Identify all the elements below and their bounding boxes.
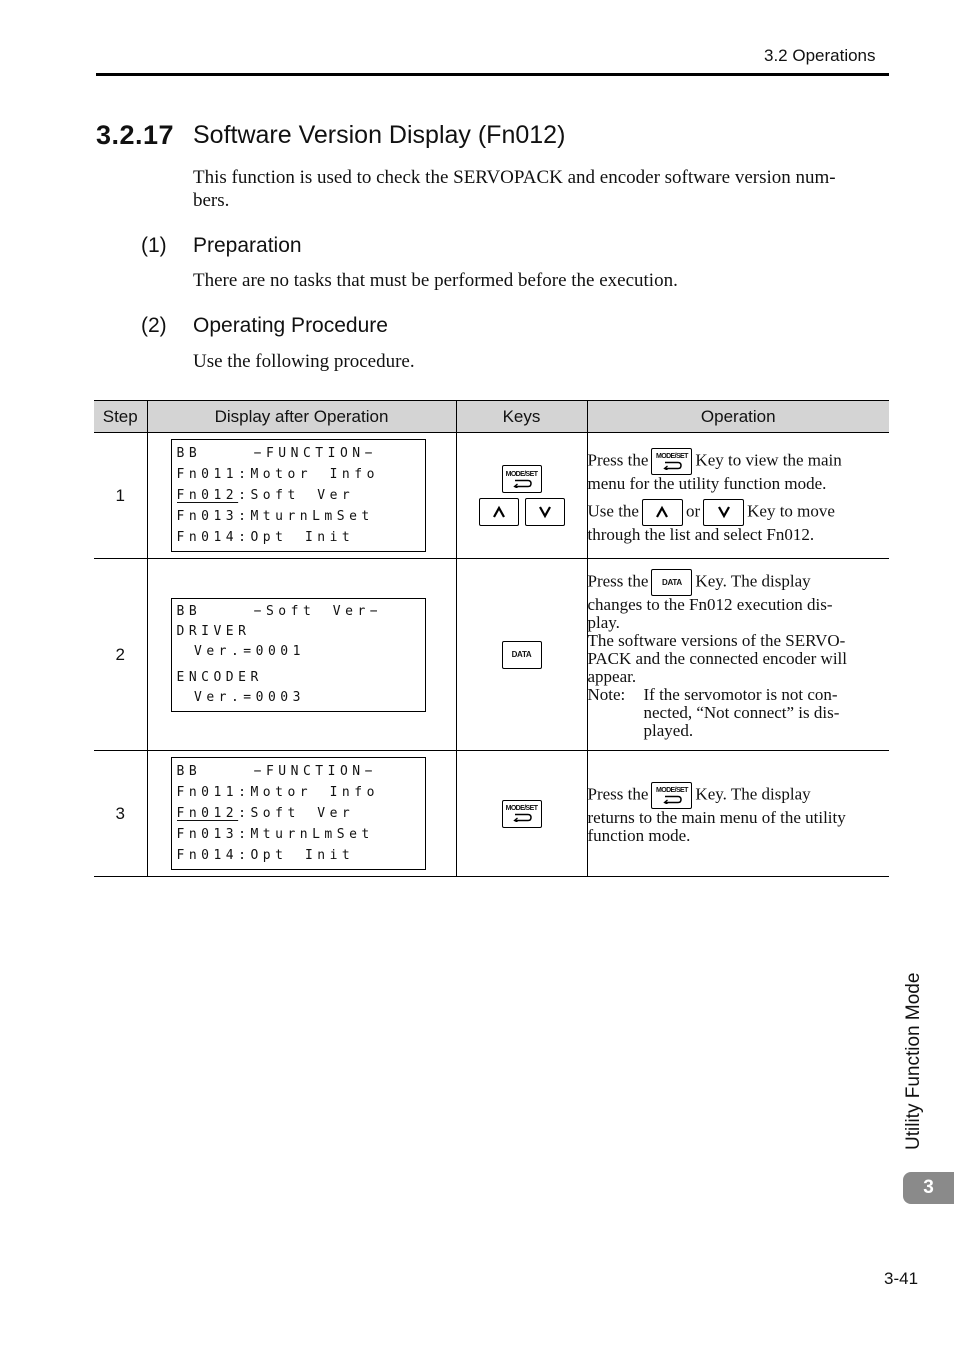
subsection-number: (2) <box>141 314 167 337</box>
keys-cell <box>456 751 587 877</box>
op-text: Key to view the main <box>695 449 842 469</box>
step-number: 1 <box>94 433 147 559</box>
subsection-title: Operating Procedure <box>193 314 388 337</box>
display-cell <box>147 559 456 751</box>
up-arrow-key-icon <box>479 498 519 526</box>
op-text: PACK and the connected encoder will <box>587 649 847 668</box>
lcd-line: DRIVER <box>176 623 251 639</box>
lcd-line: Fn014:Opt Init <box>176 530 355 545</box>
lcd-selected-item: Fn012 <box>176 488 239 503</box>
intro-paragraph <box>193 166 889 212</box>
lcd-line: BB −Soft Ver− <box>176 603 383 619</box>
key-label: MODE/SET <box>505 470 538 478</box>
column-header: Operation <box>587 401 889 433</box>
mode-set-key-icon <box>502 465 542 493</box>
note <box>588 686 890 740</box>
mode-set-key-icon <box>651 782 692 809</box>
step-number: 3 <box>94 751 147 877</box>
lcd-line: Fn013:MturnLmSet <box>176 509 374 524</box>
note-text: played. <box>643 721 694 740</box>
section-title: Software Version Display (Fn012) <box>193 121 566 149</box>
up-arrow-icon <box>654 505 670 519</box>
table-row <box>94 559 889 751</box>
op-text: changes to the Fn012 execution dis- <box>587 595 833 614</box>
chapter-tab: 3 <box>903 1172 954 1204</box>
op-text: function mode. <box>587 826 691 845</box>
down-arrow-icon <box>716 505 732 519</box>
return-arrow-icon <box>661 795 683 804</box>
op-text: returns to the main menu of the utility <box>587 808 846 827</box>
up-arrow-key-icon <box>642 499 683 526</box>
op-text: Key. The display <box>695 784 811 804</box>
data-key-icon <box>502 641 542 669</box>
lcd-display <box>171 439 426 552</box>
column-header: Keys <box>456 401 587 433</box>
operation-cell <box>587 433 889 559</box>
key-label: DATA <box>662 577 682 587</box>
table-row <box>94 751 889 877</box>
display-cell <box>147 751 456 877</box>
header-rule <box>96 73 889 76</box>
procedure-text: Use the following procedure. <box>193 351 415 372</box>
op-text: appear. <box>587 667 637 686</box>
return-arrow-icon <box>511 479 533 488</box>
op-text: play. <box>587 613 620 632</box>
lcd-item-text: :Soft Ver <box>238 488 355 503</box>
lcd-line <box>177 485 425 506</box>
op-text: Key. The display <box>695 571 811 591</box>
mode-set-key-icon <box>502 800 542 828</box>
data-key-icon <box>651 569 692 596</box>
down-arrow-key-icon <box>703 499 744 526</box>
subsection-number: (1) <box>141 234 167 257</box>
lcd-line: BB −FUNCTION− <box>176 764 377 779</box>
column-header: Display after Operation <box>147 401 456 433</box>
step-number: 2 <box>94 559 147 751</box>
op-text: menu for the utility function mode. <box>587 473 827 493</box>
key-label: MODE/SET <box>505 805 538 812</box>
subsection-title: Preparation <box>193 234 302 257</box>
op-text: The software versions of the SERVO- <box>587 631 846 650</box>
running-header: 3.2 Operations <box>764 46 876 65</box>
op-text: Key to move <box>747 500 835 520</box>
table-row <box>94 433 889 559</box>
lcd-item-text: :Soft Ver <box>238 806 355 821</box>
key-label: MODE/SET <box>656 452 688 460</box>
lcd-line: BB −FUNCTION− <box>176 446 377 461</box>
procedure-table <box>94 400 889 877</box>
section-number: 3.2.17 <box>96 120 175 150</box>
lcd-line: Fn013:MturnLmSet <box>176 827 374 842</box>
lcd-line: Ver.=0001 <box>176 643 305 659</box>
lcd-line <box>177 803 425 824</box>
mode-set-key-icon <box>651 448 692 475</box>
preparation-text: There are no tasks that must be performed before the execution. <box>193 270 678 291</box>
column-header: Step <box>94 401 147 433</box>
table-header-row <box>94 401 889 433</box>
note-text: If the servomotor is not con- <box>643 685 838 704</box>
lcd-line: ENCODER <box>176 669 263 685</box>
key-label: DATA <box>511 650 532 659</box>
return-arrow-icon <box>511 813 533 822</box>
down-arrow-icon <box>537 505 553 519</box>
op-text: Press the <box>587 571 649 591</box>
lcd-selected-item: Fn012 <box>176 806 239 821</box>
note-text: nected, “Not connect” is dis- <box>643 703 840 722</box>
operation-cell <box>587 751 889 877</box>
down-arrow-key-icon <box>525 498 565 526</box>
operation-cell <box>587 559 889 751</box>
display-cell <box>147 433 456 559</box>
op-text: or <box>685 500 701 520</box>
key-label: MODE/SET <box>656 787 688 794</box>
lcd-line: Fn014:Opt Init <box>176 848 355 863</box>
lcd-line: Fn011:Motor Info <box>176 785 379 800</box>
keys-cell <box>456 433 587 559</box>
lcd-line: Fn011:Motor Info <box>176 467 379 482</box>
op-text: through the list and select Fn012. <box>587 524 815 544</box>
op-text: Press the <box>587 449 649 469</box>
note-label: Note: <box>587 685 626 704</box>
op-text: Press the <box>587 784 649 804</box>
return-arrow-icon <box>661 461 683 470</box>
lcd-display <box>171 598 426 712</box>
lcd-display <box>171 757 426 870</box>
up-arrow-icon <box>491 505 507 519</box>
keys-cell <box>456 559 587 751</box>
intro-line: This function is used to check the SERVOPACK and encoder software version num- <box>193 167 836 188</box>
op-text: Use the <box>587 500 639 520</box>
side-tab-label: Utility Function Mode <box>903 972 924 1150</box>
lcd-line: Ver.=0003 <box>176 689 305 705</box>
intro-line: bers. <box>193 190 230 211</box>
page-number: 3-41 <box>884 1269 919 1288</box>
